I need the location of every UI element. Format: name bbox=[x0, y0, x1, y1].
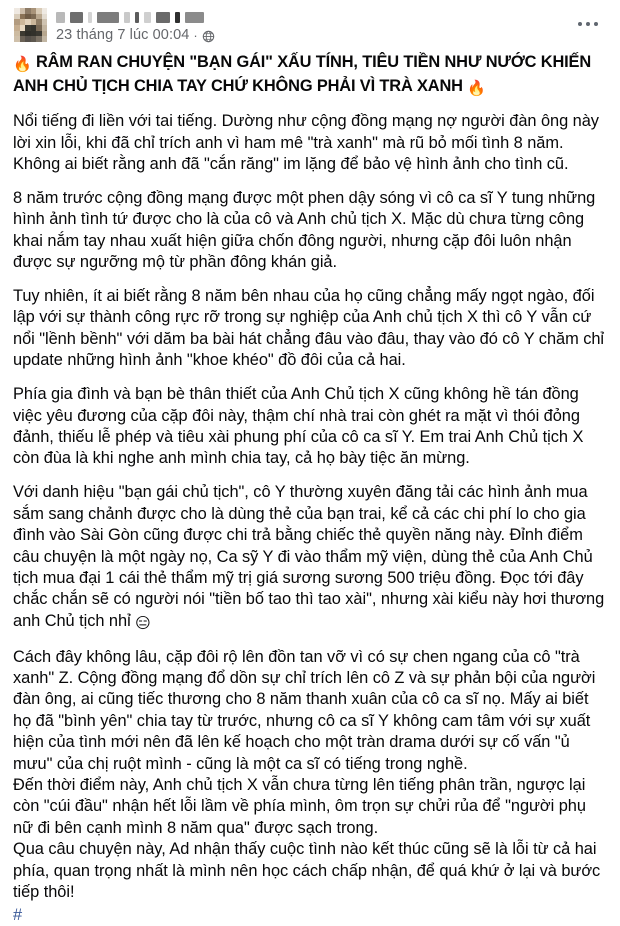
post-paragraph-with-emoji bbox=[13, 482, 607, 634]
globe-icon[interactable] bbox=[202, 30, 215, 43]
expressionless-face-icon: 😑 bbox=[135, 613, 151, 632]
header-text-block bbox=[56, 8, 608, 44]
dot bbox=[578, 22, 582, 26]
avatar[interactable] bbox=[14, 8, 47, 42]
dot bbox=[586, 22, 590, 26]
avatar-pixelated-mosaic bbox=[14, 8, 47, 42]
post-paragraph: Đến thời điểm này, Anh chủ tịch X vẫn chưa từng lên tiếng phân trần, ngược lại còn "cúi đầu" nhận hết lỗi lầm về phía mình, ôm trọn sự chửi rủa để "người phụ nữ đi bên cạnh mình 8 năm qua" được sạch trong. bbox=[13, 776, 591, 837]
paragraph-text: Với danh hiệu "bạn gái chủ tịch", cô Y thường xuyên đăng tải các hình ảnh mua sắm sang chảnh được cho là dùng thẻ của bạn trai, kể cả các chi phí lo cho gia đình vào Sài Gòn cũng được chi trả bằng chiếc thẻ quyền năng này. Đỉnh điểm câu chuyện là một ngày nọ, Ca sỹ Y đi vào thẩm mỹ viện, dùng thẻ của Anh Chủ tịch mua đại 1 cái thẻ thẩm mỹ trị giá sương sương 500 triệu đồng. Đọc tới đây chắc chắn sẽ có người nói "tiền bố tao thì tao xài", nhưng xài kiểu này hơi thương anh Chủ tịch nhỉ bbox=[13, 483, 609, 630]
post-header bbox=[0, 0, 620, 44]
hashtag-link-cut-off[interactable]: # bbox=[13, 905, 23, 924]
post-timestamp[interactable]: 23 tháng 7 lúc 00:04 bbox=[56, 27, 190, 43]
post-paragraph: Tuy nhiên, ít ai biết rằng 8 năm bên nhau của họ cũng chẳng mấy ngọt ngào, đối lập với sự thành công rực rỡ trong sự nghiệp của Anh chủ tịch X thì cô Y vẫn cứ nổi "lềnh bềnh" với dăm ba bài hát chẳng đâu vào đâu, thay vào đó cô Y chăm chỉ update những hình ảnh "khoe khéo" đồ đôi của cả hai. bbox=[13, 287, 609, 370]
post-paragraph: Qua câu chuyện này, Ad nhận thấy cuộc tình nào kết thúc cũng sẽ là lỗi từ cả hai phía, quan trọng nhất là mình nên học cách chấp nhận, để quá khứ ở lại và bước tiếp thôi! bbox=[13, 840, 605, 902]
post-body bbox=[0, 44, 620, 924]
dot bbox=[594, 22, 598, 26]
author-name-redacted[interactable] bbox=[56, 11, 608, 24]
post-paragraph: Cách đây không lâu, cặp đôi rộ lên đồn tan vỡ vì có sự chen ngang của cô "trà xanh" Z. Cộng đồng mạng đổ dồn sự chỉ trích lên cô Z và sự phản bội của người đàn ông, ai cũng tiếc thương cho 8 năm thanh xuân của cô ca sĩ nọ. Mấy ai biết họ đã "bình yên" chia tay từ trước, nhưng cô ca sĩ Y không cam tâm với sự xuất hiện của tình mới nên đã lên kế hoạch cho một tràn drama dưới sự cố vấn "ủ mưu" của chị ruột mình - cũng là một ca sĩ có tiếng trong nghề. bbox=[13, 647, 600, 773]
post-paragraph: 8 năm trước cộng đồng mạng được một phen dậy sóng vì cô ca sĩ Y tung những hình ảnh tình tứ được cho là của cô và Anh chủ tịch X. Mặc dù chưa từng công khai nắm tay nhau xuất hiện giữa chốn đông người, nhưng cặp đôi luôn nhận được sự ngưỡng mộ từ phần đông khán giả. bbox=[13, 188, 600, 272]
fire-icon: 🔥 bbox=[467, 78, 486, 97]
fire-icon: 🔥 bbox=[13, 55, 32, 73]
post-paragraph: Nổi tiếng đi liền với tai tiếng. Dường như cộng đồng mạng nợ người đàn ông này lời xin lỗi, khi đã chỉ trích anh vì ham mê "trà xanh" mà rũ bỏ mối tình 8 năm. Không ai biết rằng anh đã "cắn răng" im lặng để bảo vệ hình ảnh cho tình cũ. bbox=[13, 112, 604, 173]
meta-separator: · bbox=[193, 28, 198, 43]
headline-text: RÂM RAN CHUYỆN "BẠN GÁI" XẤU TÍNH, TIÊU TIỀN NHƯ NƯỚC KHIẾN ANH CHỦ TỊCH CHIA TAY CHỨ KHÔNG PHẢI VÌ TRÀ XANH bbox=[13, 53, 592, 95]
more-options-icon[interactable] bbox=[578, 22, 598, 26]
post-paragraph: Phía gia đình và bạn bè thân thiết của Anh Chủ tịch X cũng không hề tán đồng việc yêu đương của cặp đôi này, thậm chí nhà trai còn ghét ra mặt vì thói đỏng đảnh, thiếu lễ phép và tiêu xài phung phí của cô ca sĩ Y. Em trai Anh Chủ tịch X còn đùa là khi nghe anh mình chia tay, cả họ bày tiệc ăn mừng. bbox=[13, 385, 588, 468]
post-headline bbox=[13, 52, 607, 99]
post-meta bbox=[56, 27, 608, 44]
